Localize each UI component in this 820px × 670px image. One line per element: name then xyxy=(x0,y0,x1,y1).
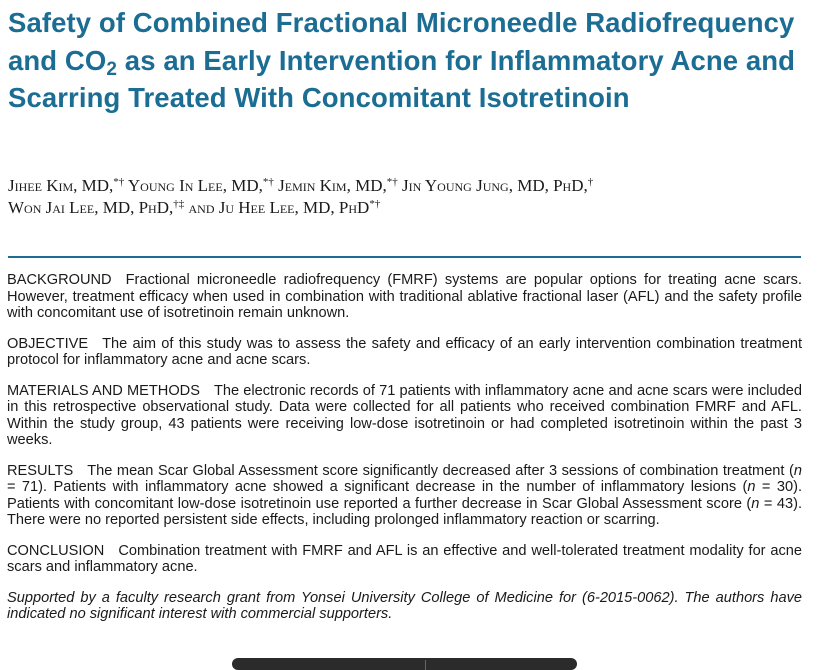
author-affiliation: *† xyxy=(262,176,274,188)
section-text: The electronic records of 71 patients with inflammatory acne and acne scars were included in this retrospective observational study. Data were collected for all patients who received combination FMRF and AFL. Within the study group, 43 patients were receiving low-dose isotretinoin or had completed isotretinoin within the past 3 weeks. xyxy=(7,382,803,448)
section-text: Fractional microneedle radiofrequency (FMRF) systems are popular options for treating acne scars. However, treatment efficacy when used in combination with traditional ablative fractional laser (AFL) and the safety profile with concomitant use of isotretinoin remain unknown. xyxy=(7,272,802,321)
author-affiliation: † xyxy=(587,176,594,188)
author-affiliation: †‡ xyxy=(173,198,185,210)
section-text: Combination treatment with FMRF and AFL is an effective and well-tolerated treatment modality for acne scars and inflammatory acne. xyxy=(7,542,802,575)
title-part-2: as an Early Intervention for Inflammatory Acne and Scarring Treated With Concomitant Isotretinoin xyxy=(8,44,796,113)
sample-size-symbol: n xyxy=(747,479,756,495)
author-affiliation: *† xyxy=(113,176,125,188)
section-text: = 43). There were no reported persistent side effects, including prolonged inflammatory reaction or scarring. xyxy=(7,495,803,528)
author-name: Jihee Kim, MD, xyxy=(8,176,114,195)
abstract xyxy=(7,272,802,637)
author-name: Young In Lee, MD, xyxy=(127,176,263,195)
title-subscript: 2 xyxy=(106,58,118,80)
author-name: Jin Young Jung, MD, PhD, xyxy=(402,176,588,195)
abstract-conclusion xyxy=(7,543,802,576)
author-name: Won Jai Lee, MD, PhD, xyxy=(8,198,174,217)
author-affiliation: *† xyxy=(386,176,398,188)
abstract-objective xyxy=(7,336,802,369)
author-name: and Ju Hee Lee, MD, PhD xyxy=(188,198,370,217)
section-text: = 30). Patients with concomitant low-dose isotretinoin use reported a further decrease in Scar Global Assessment score ( xyxy=(7,479,803,512)
section-divider xyxy=(8,256,801,258)
author-list xyxy=(8,175,808,219)
section-text: The aim of this study was to assess the safety and efficacy of an early intervention combination treatment protocol for inflammatory acne and acne scars. xyxy=(7,335,802,368)
title-part-1: Safety of Combined Fractional Microneedle Radiofrequency and CO xyxy=(8,7,795,76)
abstract-results xyxy=(7,463,802,529)
abstract-methods xyxy=(7,383,802,449)
sample-size-symbol: n xyxy=(751,495,760,512)
sample-size-symbol: n xyxy=(793,462,802,479)
section-heading: OBJECTIVE xyxy=(7,335,89,352)
article-title xyxy=(8,4,808,117)
toolbar-divider xyxy=(425,660,426,670)
section-text: = 71). Patients with inflammatory acne showed a significant decrease in the number of inflammatory lesions ( xyxy=(7,479,748,495)
section-heading: MATERIALS AND METHODS xyxy=(7,382,200,399)
funding-statement: Supported by a faculty research grant from Yonsei University College of Medicine for (6-2015-0062). The authors have indicated no significant interest with commercial supporters. xyxy=(7,589,802,622)
author-name: Jemin Kim, MD, xyxy=(278,176,387,195)
section-heading: RESULTS xyxy=(7,462,74,479)
floating-toolbar[interactable] xyxy=(232,658,577,670)
author-affiliation: *† xyxy=(369,198,381,210)
section-heading: BACKGROUND xyxy=(7,272,112,288)
section-heading: CONCLUSION xyxy=(7,542,105,559)
section-text: The mean Scar Global Assessment score significantly decreased after 3 sessions of combination treatment ( xyxy=(87,462,794,479)
abstract-background xyxy=(7,272,802,322)
